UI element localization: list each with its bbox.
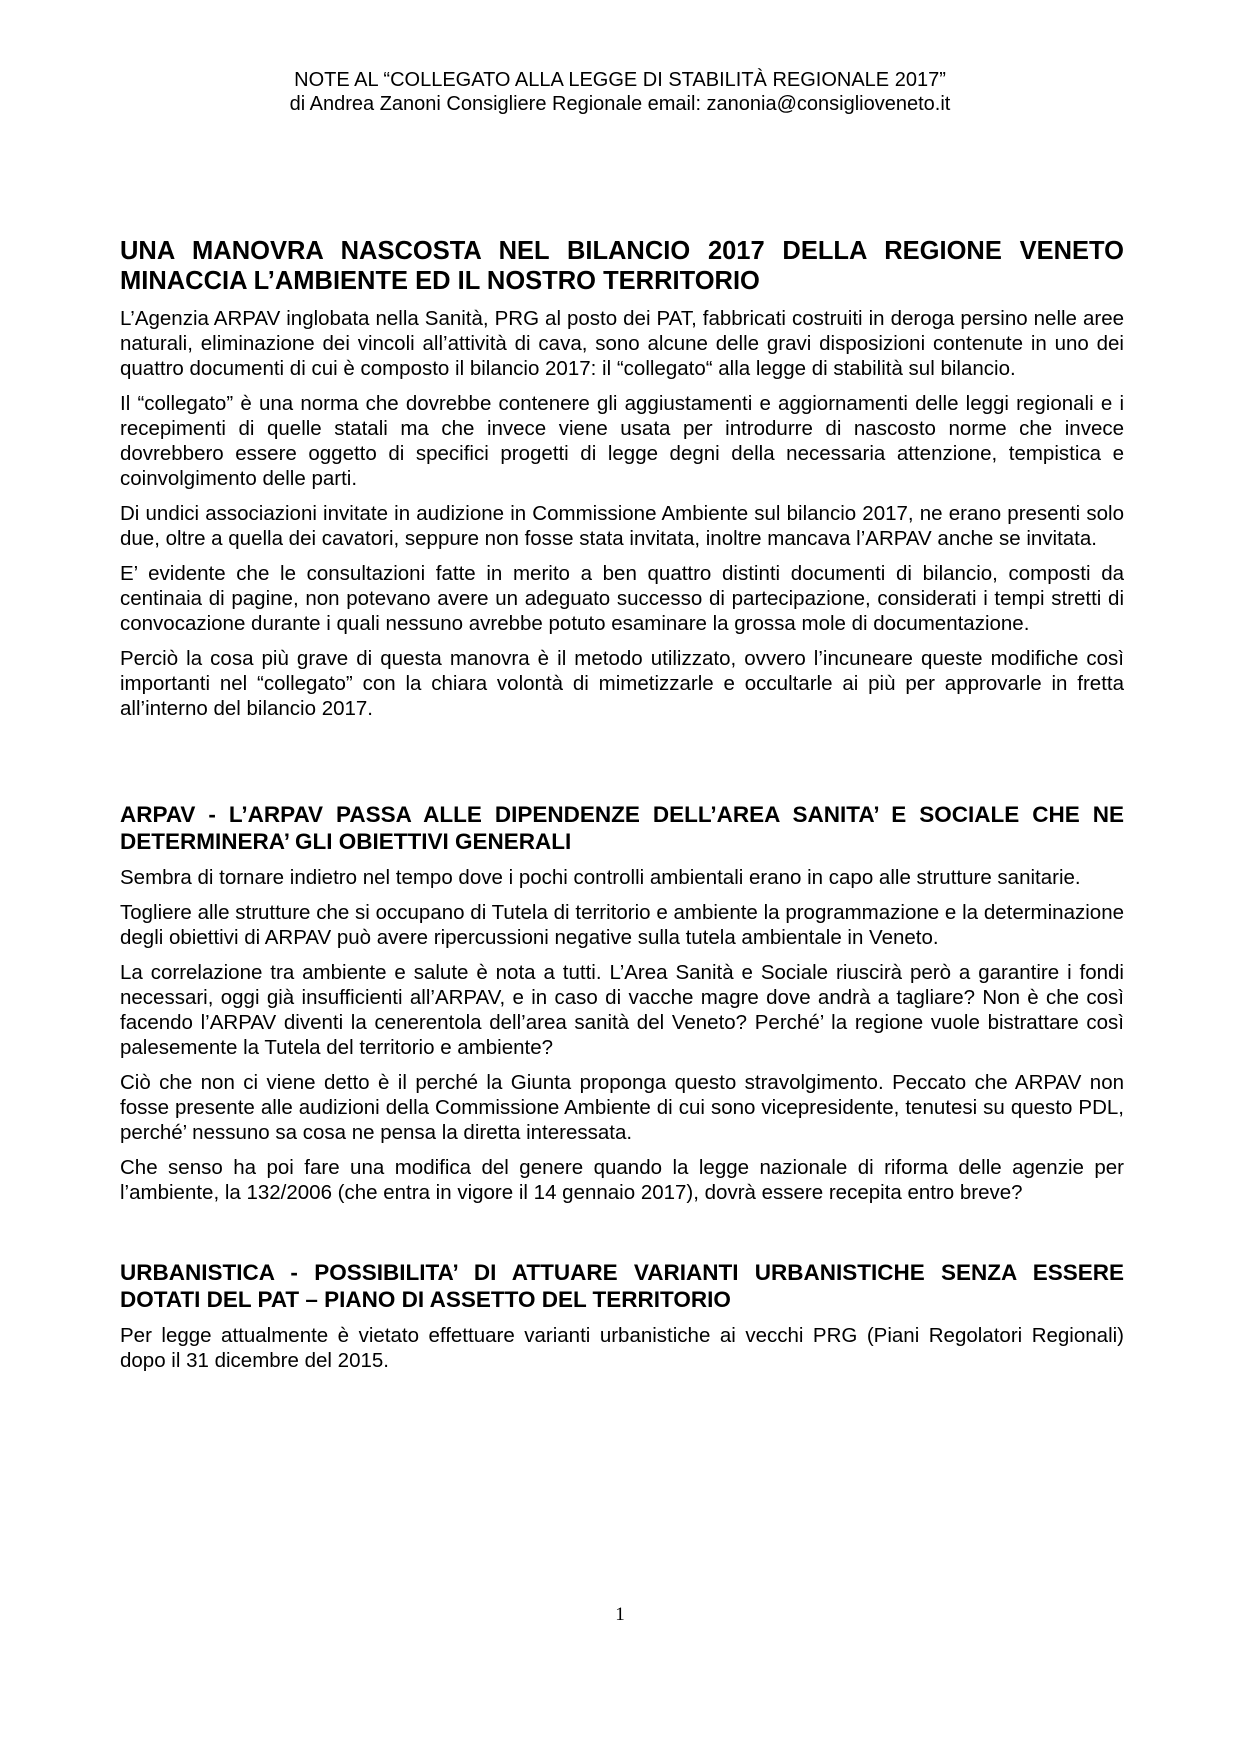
- intro-paragraph-1: L’Agenzia ARPAV inglobata nella Sanità, PRG al posto dei PAT, fabbricati costruiti in deroga persino nelle aree naturali, eliminazione dei vincoli all’attività di cava, sono alcune delle gravi disposizioni contenute in uno dei quattro documenti di cui è composto il bilancio 2017: il “collegato“ alla legge di stabilità sul bilancio.: [120, 307, 1124, 380]
- document-body: [120, 236, 1124, 1383]
- urbanistica-section-heading: URBANISTICA - POSSIBILITA’ DI ATTUARE VARIANTI URBANISTICHE SENZA ESSERE DOTATI DEL PAT – PIANO DI ASSETTO DEL TERRITORIO: [120, 1260, 1124, 1312]
- page-number: 1: [615, 1604, 625, 1625]
- arpav-paragraph-5: Che senso ha poi fare una modifica del genere quando la legge nazionale di riforma delle agenzie per l’ambiente, la 132/2006 (che entra in vigore il 14 gennaio 2017), dovrà essere recepita entro breve?: [120, 1156, 1124, 1204]
- arpav-paragraph-2: Togliere alle strutture che si occupano di Tutela di territorio e ambiente la programmazione e la determinazione degli obiettivi di ARPAV può avere ripercussioni negative sulla tutela ambientale in Veneto.: [120, 901, 1124, 949]
- header-line-1: NOTE AL “COLLEGATO ALLA LEGGE DI STABILITÀ REGIONALE 2017”: [294, 69, 946, 91]
- arpav-section-heading: ARPAV - L’ARPAV PASSA ALLE DIPENDENZE DELL’AREA SANITA’ E SOCIALE CHE NE DETERMINERA’ GLI OBIETTIVI GENERALI: [120, 802, 1124, 854]
- urbanistica-paragraph-1: Per legge attualmente è vietato effettuare varianti urbanistiche ai vecchi PRG (Piani Regolatori Regionali) dopo il 31 dicembre del 2015.: [120, 1324, 1124, 1372]
- intro-paragraph-3: Di undici associazioni invitate in audizione in Commissione Ambiente sul bilancio 2017, ne erano presenti solo due, oltre a quella dei cavatori, seppure non fosse stata invitata, inoltre mancava l’ARPAV anche se invitata.: [120, 502, 1124, 550]
- intro-paragraph-2: Il “collegato” è una norma che dovrebbe contenere gli aggiustamenti e aggiornamenti delle leggi regionali e i recepimenti di quelle statali ma che invece viene usata per introdurre di nascosto norme che invece dovrebbero essere oggetto di specifici progetti di legge degni della necessaria attenzione, tempistica e coinvolgimento delle parti.: [120, 392, 1124, 490]
- intro-paragraph-5: Perciò la cosa più grave di questa manovra è il metodo utilizzato, ovvero l’incuneare queste modifiche così importanti nel “collegato” con la chiara volontà di mimetizzarle e occultarle ai più per approvarle in fretta all’interno del bilancio 2017.: [120, 647, 1124, 720]
- header-line-2: di Andrea Zanoni Consigliere Regionale email: zanonia@consiglioveneto.it: [289, 93, 951, 115]
- page-header: [0, 68, 1240, 116]
- intro-paragraph-4: E’ evidente che le consultazioni fatte in merito a ben quattro distinti documenti di bilancio, composti da centinaia di pagine, non potevano avere un adeguato successo di partecipazione, considerati i tempi stretti di convocazione durante i quali nessuno avrebbe potuto esaminare la grossa mole di documentazione.: [120, 562, 1124, 635]
- section-spacer: [120, 731, 1124, 801]
- section-spacer: [120, 1215, 1124, 1259]
- arpav-paragraph-1: Sembra di tornare indietro nel tempo dove i pochi controlli ambientali erano in capo alle strutture sanitarie.: [120, 866, 1081, 889]
- arpav-paragraph-3: La correlazione tra ambiente e salute è nota a tutti. L’Area Sanità e Sociale riuscirà però a garantire i fondi necessari, oggi già insufficienti all’ARPAV, e in caso di vacche magre dove andrà a tagliare? Non è che così facendo l’ARPAV diventi la cenerentola dell’area sanità del Veneto? Perché’ la regione vuole bistrattare così palesemente la Tutela del territorio e ambiente?: [120, 961, 1124, 1059]
- document-title: UNA MANOVRA NASCOSTA NEL BILANCIO 2017 DELLA REGIONE VENETO MINACCIA L’AMBIENTE ED IL NOSTRO TERRITORIO: [120, 237, 1124, 295]
- arpav-paragraph-4: Ciò che non ci viene detto è il perché la Giunta proponga questo stravolgimento. Peccato che ARPAV non fosse presente alle audizioni della Commissione Ambiente di cui sono vicepresidente, tenutesi su questo PDL, perché’ nessuno sa cosa ne pensa la diretta interessata.: [120, 1071, 1124, 1144]
